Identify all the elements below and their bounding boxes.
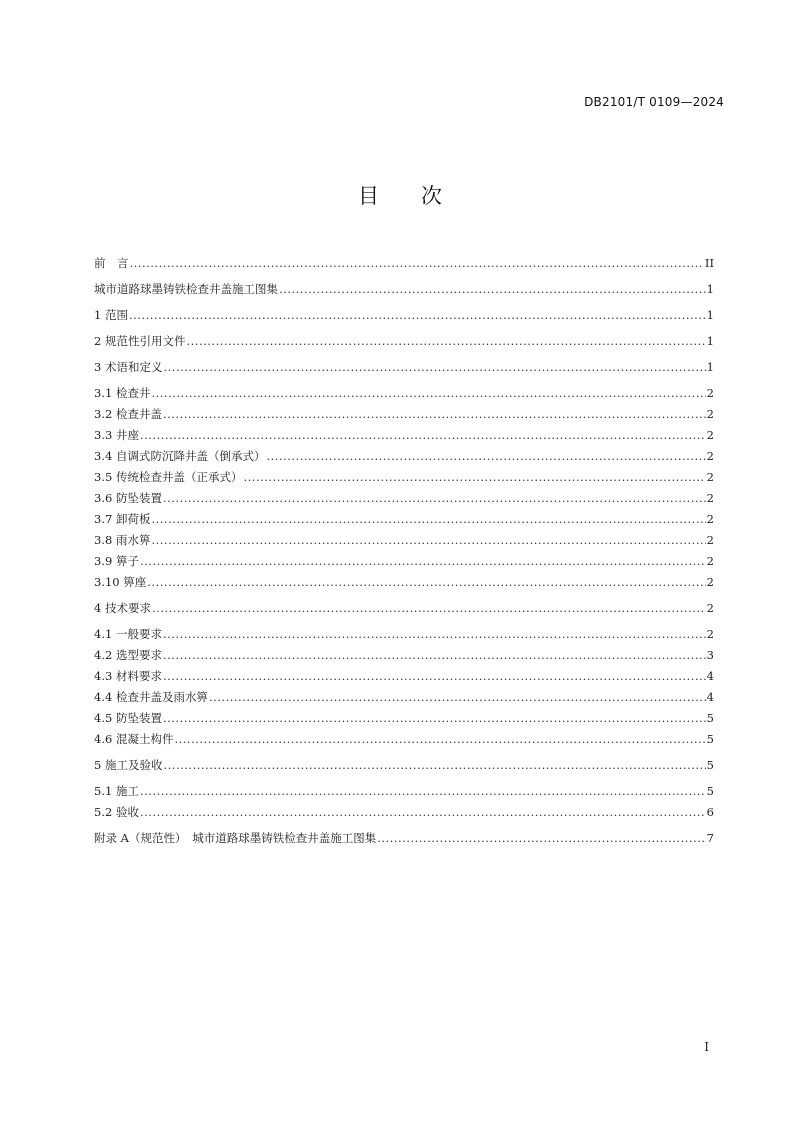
toc-entry-page: 2 [706, 575, 714, 589]
toc-entry-page: 5 [706, 784, 714, 798]
toc-entry-label: 3 术语和定义 [94, 360, 163, 374]
toc-entry-label: 5 施工及验收 [94, 758, 163, 772]
title-char-2: 次 [421, 184, 442, 208]
toc-entry-label: 3.8 雨水箅 [94, 533, 151, 547]
toc-entry-label: 3.4 自调式防沉降井盖（倒承式） [94, 449, 266, 463]
toc-entry-page: 2 [706, 386, 714, 400]
toc-entry[interactable] [94, 781, 714, 802]
toc-entry-page: II [704, 256, 714, 270]
toc-entry[interactable] [94, 755, 714, 776]
toc-entry[interactable] [94, 687, 714, 708]
toc-entry-label: 4 技术要求 [94, 601, 151, 615]
toc-leader-dots [163, 645, 706, 666]
toc-entry-label: 4.3 材料要求 [94, 669, 162, 683]
toc-leader-dots [140, 802, 706, 823]
toc-leader-dots [163, 357, 705, 378]
toc-leader-dots [129, 305, 706, 326]
toc-entry-page: 2 [706, 627, 714, 641]
toc-entry[interactable] [94, 279, 714, 300]
toc-entry[interactable] [94, 488, 714, 509]
toc-entry[interactable] [94, 802, 714, 823]
toc-leader-dots [140, 425, 706, 446]
toc-entry-label: 3.7 卸荷板 [94, 512, 151, 526]
toc-entry-page: 2 [706, 601, 714, 615]
toc-entry[interactable] [94, 729, 714, 750]
table-of-contents [94, 253, 714, 849]
toc-entry[interactable] [94, 624, 714, 645]
toc-leader-dots [130, 253, 704, 274]
title-char-1: 目 [358, 184, 379, 208]
toc-entry-label: 5.2 验收 [94, 805, 139, 819]
toc-leader-dots [140, 551, 706, 572]
toc-entry-page: 5 [706, 711, 714, 725]
toc-leader-dots [147, 572, 705, 593]
toc-entry-label: 5.1 施工 [94, 784, 139, 798]
toc-entry-page: 7 [706, 831, 714, 845]
toc-entry-page: 2 [706, 491, 714, 505]
toc-entry[interactable] [94, 828, 714, 849]
toc-entry-label: 1 范围 [94, 308, 128, 322]
toc-entry-page: 5 [706, 758, 714, 772]
toc-leader-dots [279, 279, 706, 300]
toc-entry-page: 1 [706, 360, 714, 374]
toc-leader-dots [186, 331, 705, 352]
toc-entry[interactable] [94, 425, 714, 446]
toc-entry[interactable] [94, 708, 714, 729]
toc-entry-label: 前 言 [94, 256, 129, 270]
toc-entry-page: 4 [706, 669, 714, 683]
toc-entry-page: 3 [706, 648, 714, 662]
toc-entry-label: 4.5 防坠装置 [94, 711, 162, 725]
toc-entry-label: 4.4 检查井盖及雨水箅 [94, 690, 208, 704]
toc-entry[interactable] [94, 666, 714, 687]
toc-leader-dots [163, 708, 706, 729]
toc-entry[interactable] [94, 305, 714, 326]
toc-entry-label: 4.2 选型要求 [94, 648, 162, 662]
toc-entry-label: 2 规范性引用文件 [94, 334, 186, 348]
toc-entry-label: 4.1 一般要求 [94, 627, 162, 641]
toc-leader-dots [151, 530, 705, 551]
toc-entry-page: 2 [706, 449, 714, 463]
page-title [0, 180, 800, 210]
toc-entry-page: 2 [706, 554, 714, 568]
toc-entry-label: 附录 A（规范性） 城市道路球墨铸铁检查井盖施工图集 [94, 831, 377, 845]
toc-entry[interactable] [94, 253, 714, 274]
toc-entry-label: 3.5 传统检查井盖（正承式） [94, 470, 243, 484]
toc-entry[interactable] [94, 645, 714, 666]
toc-entry-page: 6 [706, 805, 714, 819]
toc-entry-page: 4 [706, 690, 714, 704]
toc-leader-dots [163, 404, 706, 425]
toc-entry-label: 3.1 检查井 [94, 386, 151, 400]
toc-entry[interactable] [94, 572, 714, 593]
toc-entry[interactable] [94, 446, 714, 467]
toc-entry-page: 5 [706, 732, 714, 746]
toc-entry[interactable] [94, 404, 714, 425]
toc-leader-dots [151, 509, 705, 530]
toc-entry-page: 1 [706, 334, 714, 348]
page-number: I [704, 1040, 709, 1054]
toc-entry-label: 3.2 检查井盖 [94, 407, 162, 421]
toc-leader-dots [243, 467, 705, 488]
toc-leader-dots [163, 488, 706, 509]
toc-entry[interactable] [94, 509, 714, 530]
toc-entry-page: 2 [706, 407, 714, 421]
toc-entry-label: 3.10 箅座 [94, 575, 147, 589]
toc-entry-label: 城市道路球墨铸铁检查井盖施工图集 [94, 282, 278, 296]
toc-leader-dots [377, 828, 705, 849]
toc-leader-dots [174, 729, 705, 750]
toc-leader-dots [151, 383, 705, 404]
document-code: DB2101/T 0109—2024 [584, 95, 724, 109]
toc-entry-label: 4.6 混凝土构件 [94, 732, 174, 746]
toc-leader-dots [209, 687, 706, 708]
toc-entry-page: 2 [706, 470, 714, 484]
toc-entry[interactable] [94, 467, 714, 488]
toc-leader-dots [140, 781, 706, 802]
toc-leader-dots [266, 446, 705, 467]
toc-leader-dots [152, 598, 706, 619]
toc-entry[interactable] [94, 530, 714, 551]
toc-entry-page: 2 [706, 428, 714, 442]
toc-entry-label: 3.6 防坠装置 [94, 491, 162, 505]
toc-entry-page: 2 [706, 512, 714, 526]
toc-entry-label: 3.9 箅子 [94, 554, 139, 568]
toc-entry-page: 1 [706, 308, 714, 322]
toc-entry[interactable] [94, 357, 714, 378]
toc-entry[interactable] [94, 383, 714, 404]
toc-entry-page: 1 [706, 282, 714, 296]
toc-entry[interactable] [94, 598, 714, 619]
toc-entry[interactable] [94, 551, 714, 572]
toc-entry[interactable] [94, 331, 714, 352]
toc-leader-dots [163, 624, 706, 645]
toc-leader-dots [163, 755, 705, 776]
toc-entry-label: 3.3 井座 [94, 428, 139, 442]
toc-leader-dots [163, 666, 706, 687]
toc-entry-page: 2 [706, 533, 714, 547]
